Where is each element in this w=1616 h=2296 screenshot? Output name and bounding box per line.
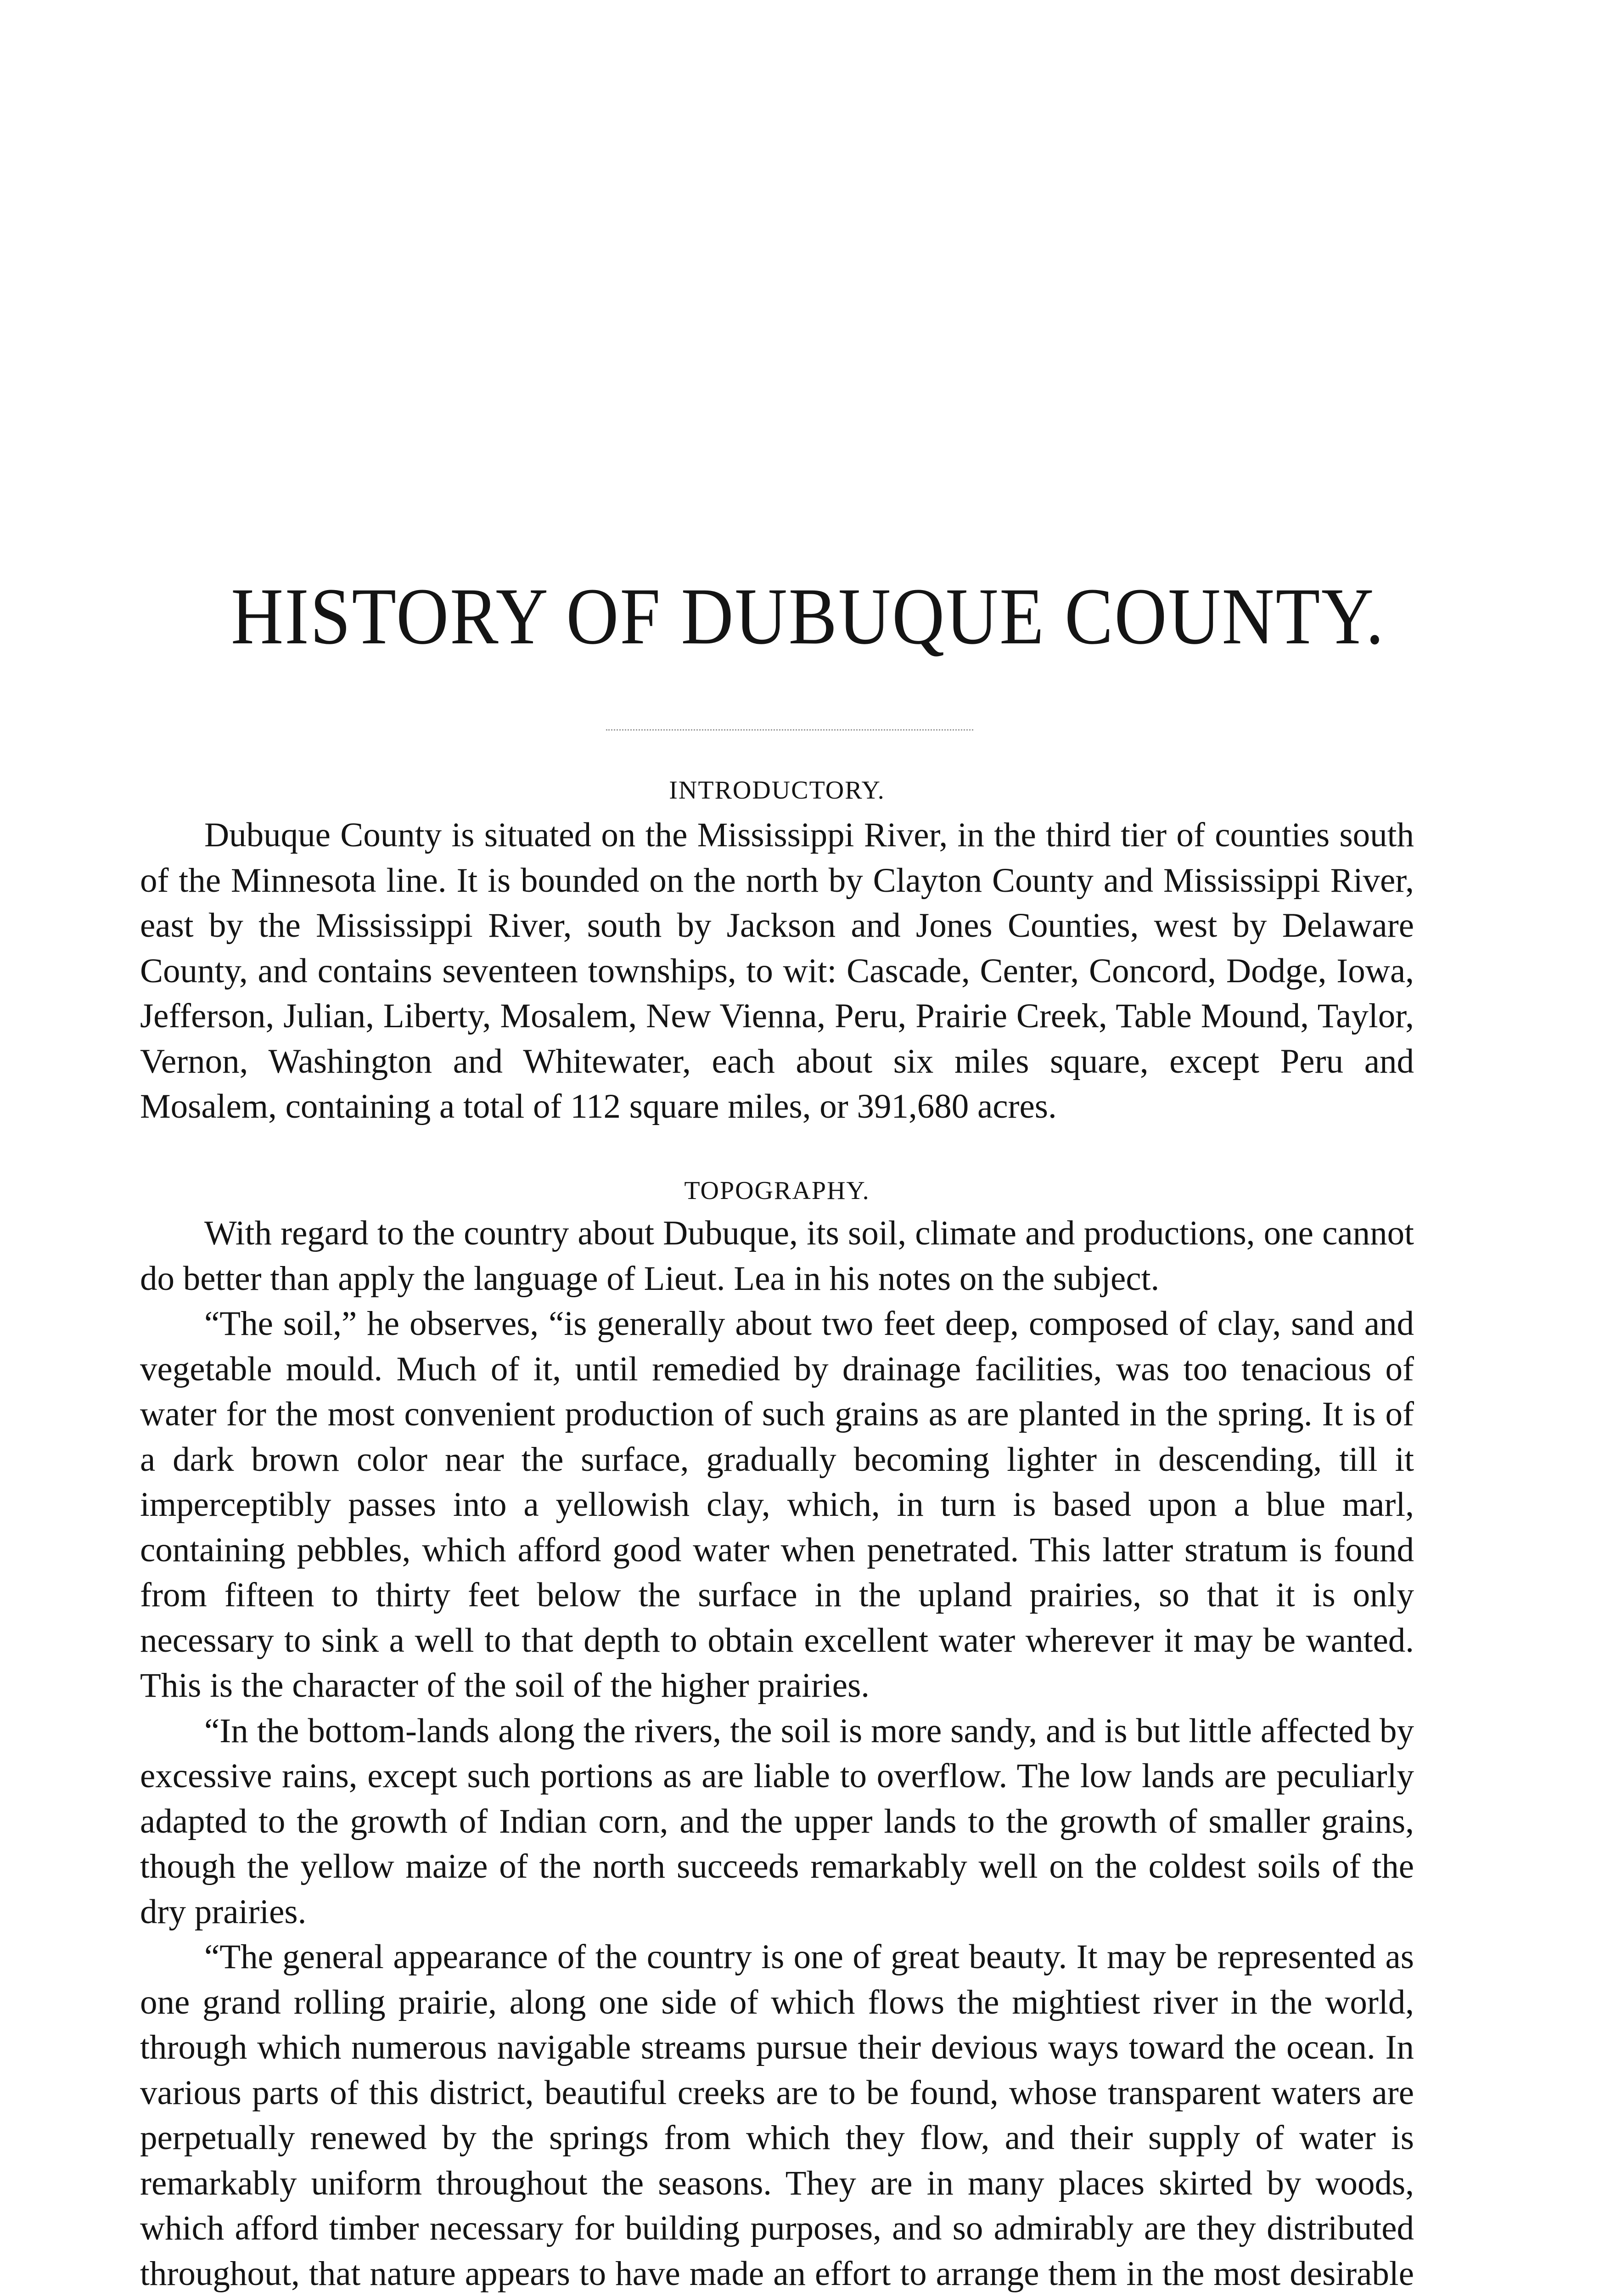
- paragraph: Dubuque County is situated on the Mississippi River, in the third tier of counties south of the Minnesota line. It is bounded on the north by Clayton County and Mississippi River, east by the Mississippi River, south by Jackson and Jones Counties, west by Delaware County, and contains seventeen townships, to wit: Cascade, Center, Concord, Dodge, Iowa, Jefferson, Julian, Liberty, Mosalem, New Vienna, Peru, Prairie Creek, Table Mound, Taylor, Vernon, Washington and Whitewater, each about six miles square, except Peru and Mosalem, containing a total of 112 square miles, or 391,680 acres.: [140, 816, 1414, 1125]
- paragraph: “The soil,” he observes, “is generally about two feet deep, composed of clay, sand and vegetable mould. Much of it, until remedied by drainage facilities, was too tenacious of water for the most convenient production of such grains as are planted in the spring. It is of a dark brown color near the surface, gradually becoming lighter in descending, till it imperceptibly passes into a yellowish clay, which, in turn is based upon a blue marl, containing pebbles, which afford good water when penetrated. This latter stratum is found from fifteen to thirty feet below the surface in the upland prairies, so that it is only necessary to sink a well to that depth to obtain excellent water wherever it may be wanted. This is the character of the soil of the higher prairies.: [140, 1305, 1414, 1705]
- section-heading-topography: TOPOGRAPHY.: [684, 1176, 870, 1205]
- paragraph: With regard to the country about Dubuque, its soil, climate and productions, one cannot do better than apply the language of Lieut. Lea in his notes on the subject.: [140, 1214, 1414, 1298]
- topography-text: [140, 1211, 1414, 2296]
- section-heading-introductory: INTRODUCTORY.: [669, 776, 885, 805]
- title-divider: [606, 729, 973, 731]
- introductory-text: [140, 813, 1414, 1130]
- paragraph: “In the bottom-lands along the rivers, the soil is more sandy, and is but little affected by excessive rains, except such portions as are liable to overflow. The low lands are peculiarly adapted to the growth of Indian corn, and the upper lands to the growth of smaller grains, though the yellow maize of the north succeeds remarkably well on the coldest soils of the dry prairies.: [140, 1711, 1414, 1931]
- page-title: HISTORY OF DUBUQUE COUNTY.: [231, 572, 1385, 661]
- paragraph: “The general appearance of the country is one of great beauty. It may be represented as one grand rolling prairie, along one side of which flows the mightiest river in the world, through which numerous navigable streams pursue their devious ways toward the ocean. In various parts of this district, beautiful creeks are to be found, whose transparent waters are perpetually renewed by the springs from which they flow, and their supply of water is remarkably uniform throughout the seasons. They are in many places skirted by woods, which afford timber necessary for building purposes, and so admirably are they distributed throughout, that nature appears to have made an effort to arrange them in the most desirable: [140, 1938, 1414, 2293]
